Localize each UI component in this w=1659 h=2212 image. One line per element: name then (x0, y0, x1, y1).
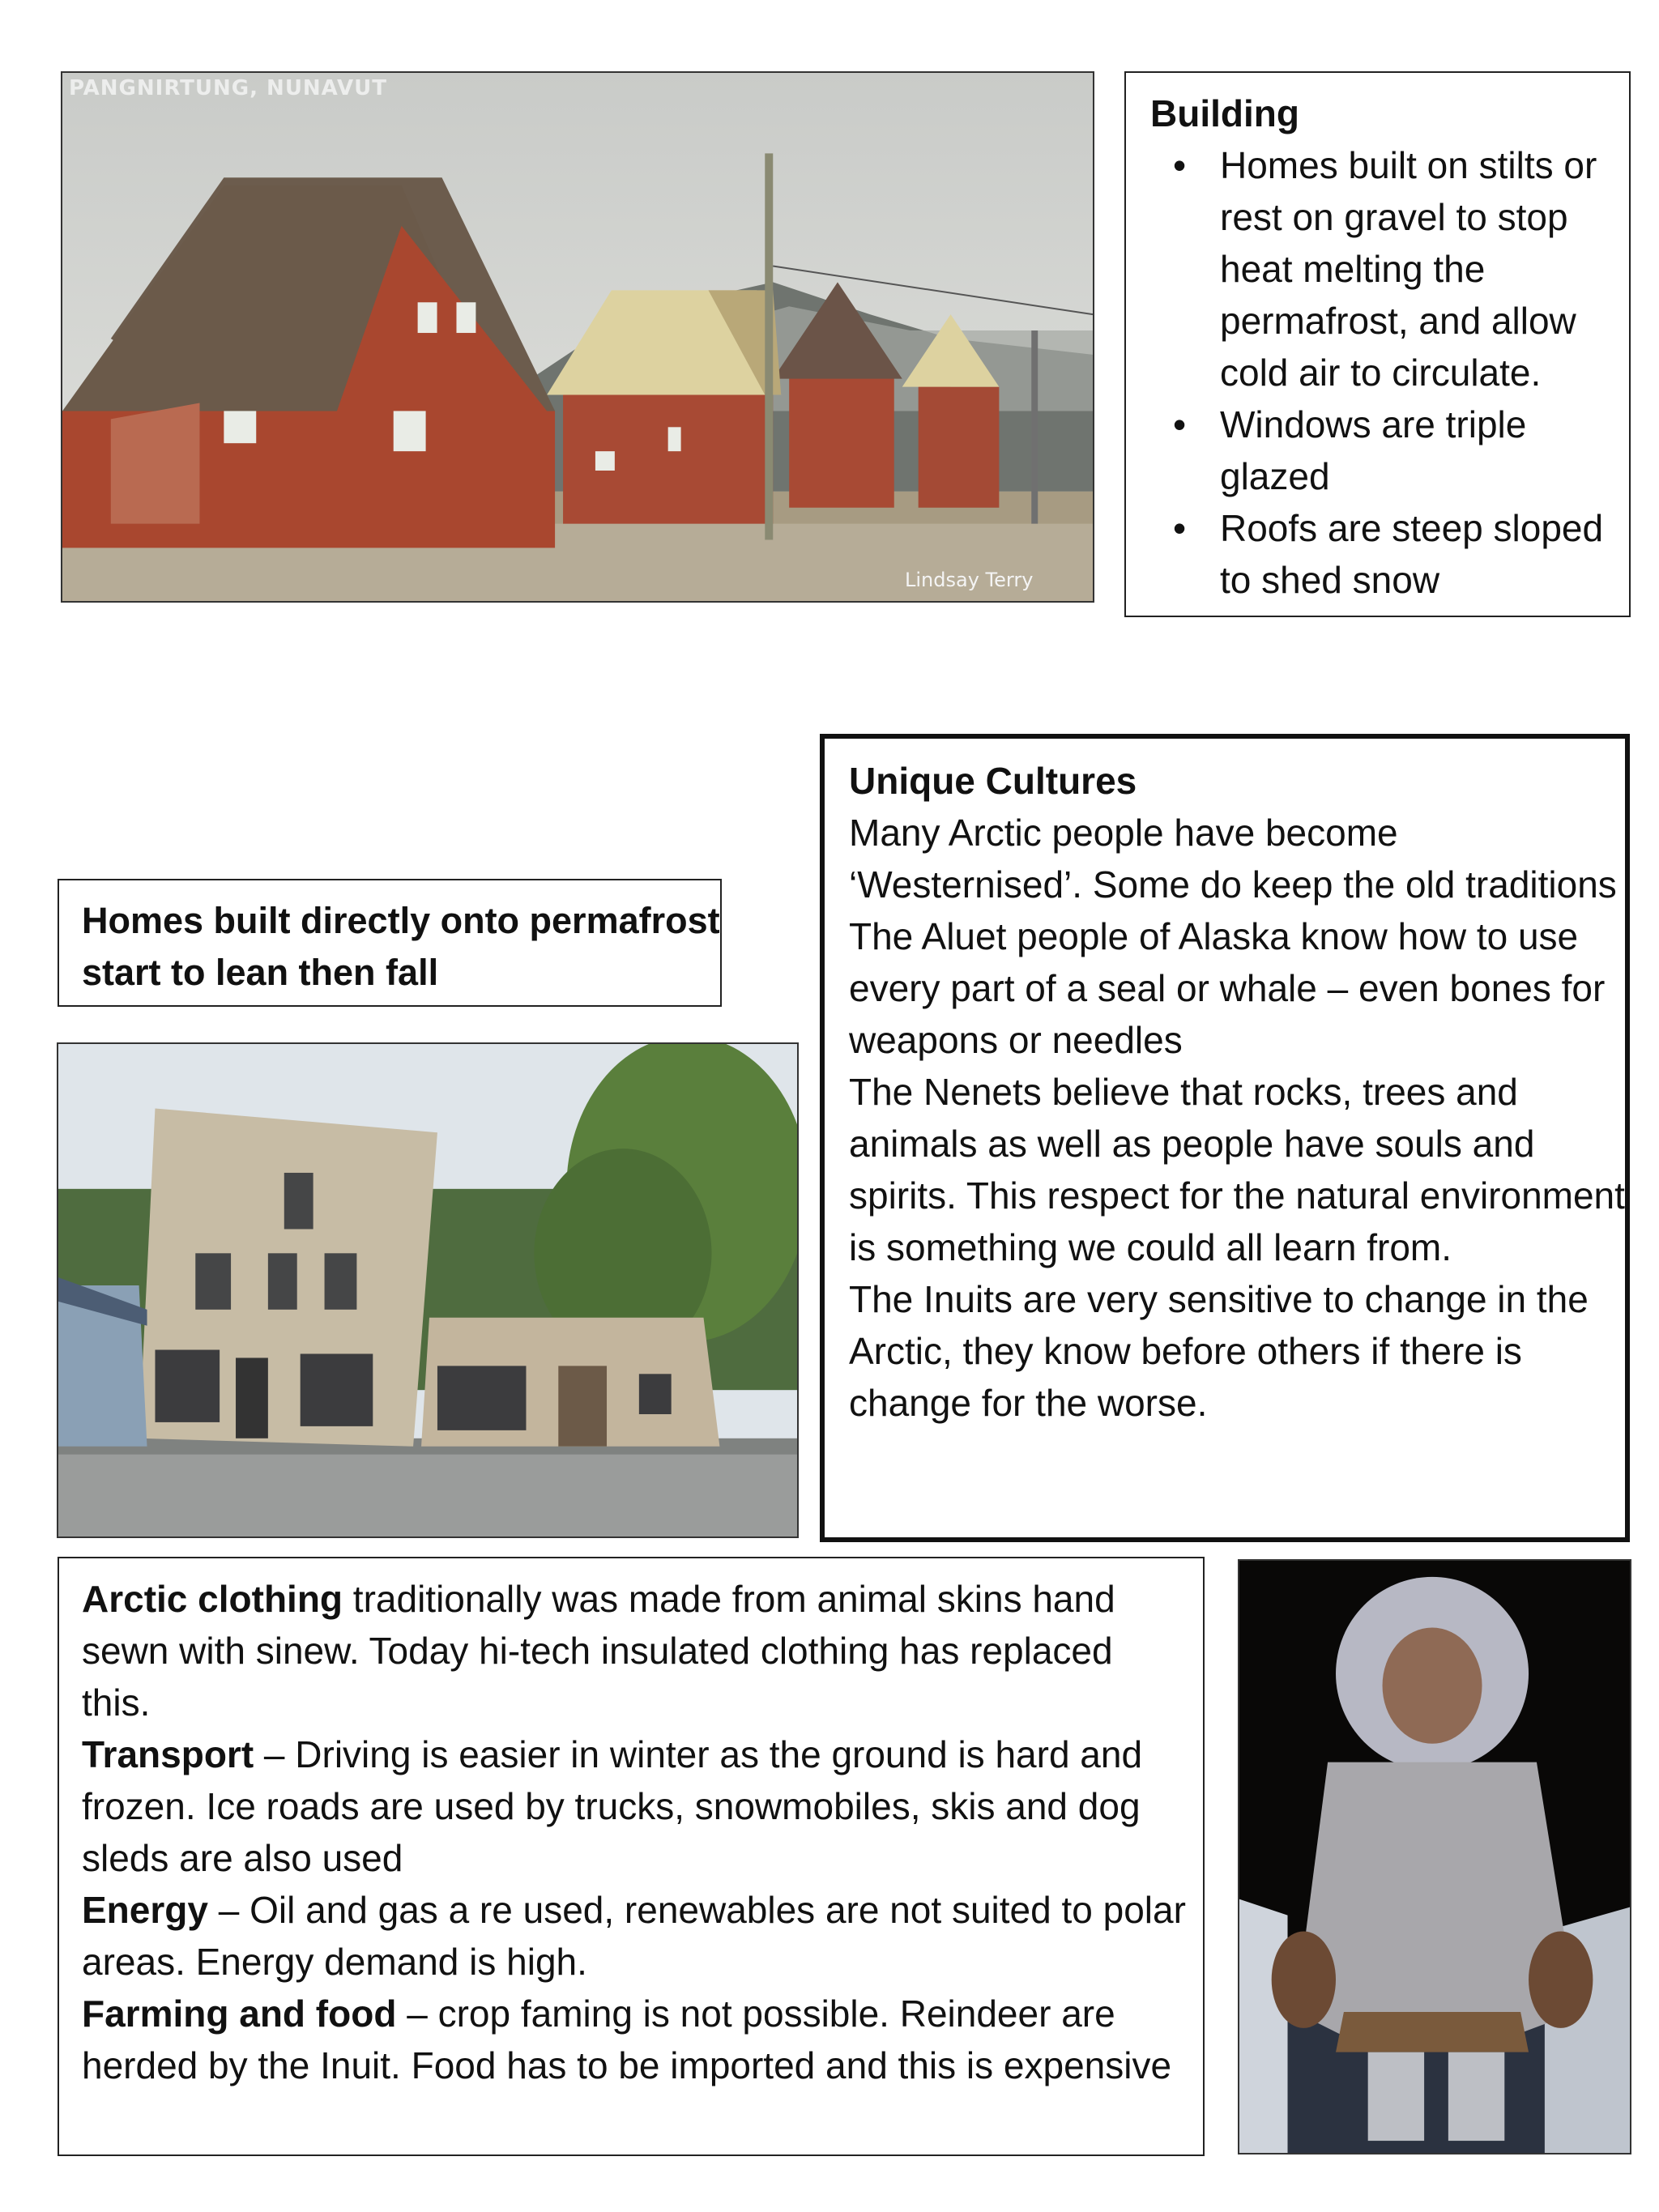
farming-text: – crop faming is not possible. Reindeer are herded by the Inuit. Food has to be imported and this is expensive (82, 1993, 1172, 2086)
permafrost-caption-box (58, 879, 722, 1007)
farming-paragraph (82, 1988, 1187, 2091)
transport-paragraph (82, 1728, 1187, 1884)
transport-text: – Driving is easier in winter as the ground is hard and frozen. Ice roads are used by trucks, snowmobiles, skis and dog sleds are also used (82, 1733, 1143, 1879)
inuit-parka-photo (1238, 1559, 1631, 2154)
clothing-paragraph (82, 1573, 1187, 1728)
building-title: Building (1150, 92, 1299, 134)
stilt-houses-photo (61, 71, 1094, 603)
cultures-paragraph: The Aluet people of Alaska know how to use every part of a seal or whale – even bones for weapons or needles (849, 915, 1606, 1061)
building-list (1150, 139, 1629, 606)
building-item: • Homes built on stilts or rest on gravel to stop heat melting the permafrost, and allow cold air to circulate. (1150, 139, 1629, 399)
building-box (1124, 71, 1631, 617)
leaning-buildings-photo (57, 1042, 799, 1538)
building-item: • Windows are triple glazed (1150, 399, 1629, 502)
cultures-paragraph: The Nenets believe that rocks, trees and animals as well as people have souls and spirits. This respect for the natural environment is something we could all learn from. (849, 1071, 1625, 1268)
energy-text: – Oil and gas a re used, renewables are not suited to polar areas. Energy demand is high. (82, 1889, 1186, 1983)
arctic-life-box (58, 1557, 1205, 2156)
permafrost-caption: Homes built directly onto permafrost start to lean then fall (82, 900, 720, 993)
transport-label: Transport (82, 1733, 254, 1775)
energy-paragraph (82, 1884, 1187, 1988)
cultures-title: Unique Cultures (849, 760, 1137, 802)
photo-credit: Lindsay Terry (905, 569, 1034, 591)
cultures-paragraph: Many Arctic people have become ‘Westernised’. Some do keep the old traditions (849, 812, 1617, 906)
clothing-text: traditionally was made from animal skins hand sewn with sinew. Today hi-tech insulated clothing has replaced this. (82, 1578, 1115, 1724)
photo-location-caption: PANGNIRTUNG, NUNAVUT (69, 76, 388, 100)
clothing-label: Arctic clothing (82, 1578, 343, 1620)
cultures-paragraph: The Inuits are very sensitive to change in the Arctic, they know before others if there is change for the worse. (849, 1278, 1589, 1424)
farming-label: Farming and food (82, 1993, 397, 2035)
unique-cultures-box (820, 734, 1630, 1542)
building-item: • Roofs are steep sloped to shed snow (1150, 502, 1629, 606)
energy-label: Energy (82, 1889, 208, 1931)
